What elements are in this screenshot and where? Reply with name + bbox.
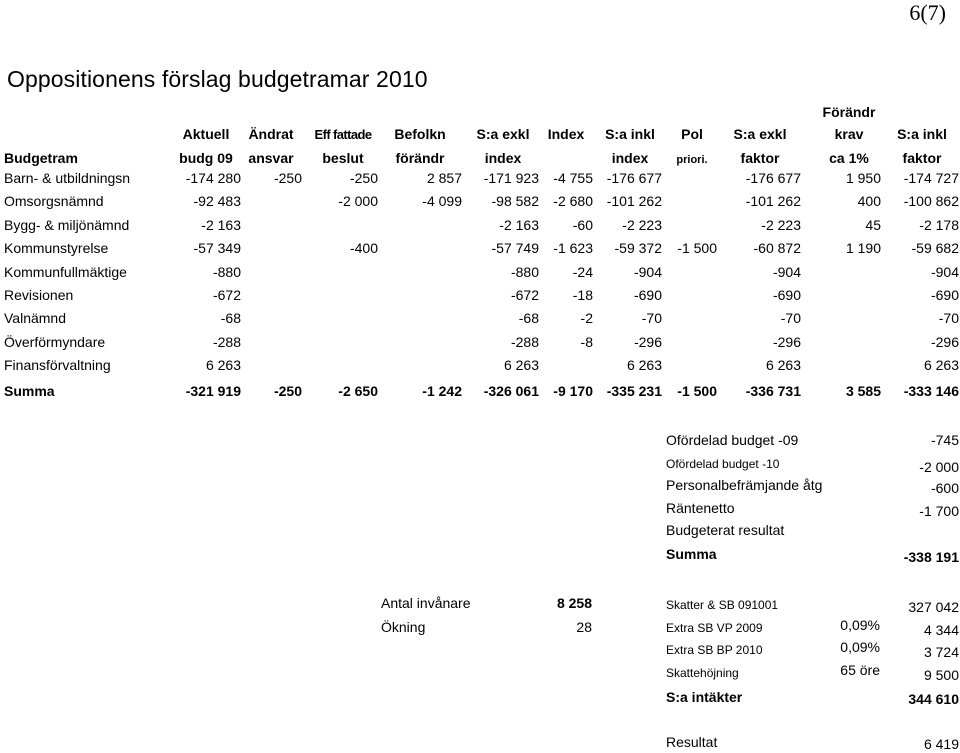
table-cell: -4 099 — [422, 193, 462, 209]
budget-summary-label: Summa — [666, 546, 717, 562]
table-cell: -174 280 — [185, 170, 241, 186]
income-value: 4 344 — [923, 622, 959, 638]
summa-cell: -333 146 — [903, 383, 959, 399]
row-label: Bygg- & miljönämnd — [4, 217, 130, 233]
table-cell: -690 — [633, 287, 662, 303]
table-cell: -2 223 — [622, 217, 662, 233]
table-cell: -2 163 — [499, 217, 539, 233]
budget-summary-value: -1 700 — [919, 503, 959, 519]
column-header: budg 09 — [179, 150, 233, 166]
column-header: Befolkn — [394, 126, 446, 142]
row-label: Barn- & utbildningsn — [4, 170, 131, 186]
column-header: Förändr — [822, 104, 876, 120]
income-label: S:a intäkter — [666, 689, 743, 705]
budget-summary-label: Personalbefrämjande åtg — [666, 477, 823, 493]
row-label: Omsorgsnämnd — [4, 193, 104, 209]
income-pct: 65 öre — [840, 662, 880, 678]
summa-cell: -336 731 — [745, 383, 801, 399]
table-cell: -2 178 — [919, 217, 959, 233]
table-cell: 6 263 — [765, 357, 801, 373]
column-header: Aktuell — [182, 126, 230, 142]
population-label: Ökning — [381, 619, 426, 635]
table-cell: -288 — [212, 334, 241, 350]
income-value: 327 042 — [908, 599, 959, 615]
table-cell: -68 — [220, 310, 241, 326]
table-cell: -400 — [349, 240, 378, 256]
table-cell: -57 349 — [193, 240, 241, 256]
table-cell: -296 — [930, 334, 959, 350]
table-cell: -2 680 — [553, 193, 593, 209]
table-cell: -92 483 — [193, 193, 241, 209]
table-cell: -690 — [930, 287, 959, 303]
column-header: förändr — [395, 150, 445, 166]
column-header: priori. — [676, 154, 708, 166]
page-number: 6(7) — [909, 0, 946, 25]
table-cell: -1 623 — [553, 240, 593, 256]
budget-summary-label: Ofördelad budget -10 — [666, 457, 780, 471]
income-value: 344 610 — [908, 691, 959, 707]
table-cell: -880 — [212, 264, 241, 280]
table-cell: 6 263 — [626, 357, 662, 373]
table-cell: -57 749 — [491, 240, 539, 256]
table-cell: -8 — [580, 334, 593, 350]
table-cell: -250 — [273, 170, 302, 186]
income-value: 9 500 — [923, 667, 959, 683]
row-label: Revisionen — [4, 287, 74, 303]
table-cell: -100 862 — [903, 193, 959, 209]
budget-summary-value: -338 191 — [903, 549, 959, 565]
result-value: 6 419 — [923, 736, 959, 752]
budget-summary-value: -600 — [930, 480, 959, 496]
table-cell: -2 000 — [338, 193, 378, 209]
income-label: Skattehöjning — [666, 666, 739, 680]
table-cell: -70 — [938, 310, 959, 326]
table-cell: -59 682 — [911, 240, 959, 256]
column-header: krav — [834, 126, 864, 142]
income-pct: 0,09% — [840, 639, 880, 655]
summa-cell: -326 061 — [483, 383, 539, 399]
summa-label: Summa — [4, 383, 55, 399]
row-label: Kommunfullmäktige — [4, 264, 127, 280]
table-cell: -4 755 — [553, 170, 593, 186]
table-cell: -2 163 — [201, 217, 241, 233]
table-cell: -1 500 — [677, 240, 717, 256]
column-header: ca 1% — [829, 150, 869, 166]
table-cell: -176 677 — [745, 170, 801, 186]
table-cell: -904 — [633, 264, 662, 280]
column-header: Eff fattade — [314, 127, 372, 142]
income-pct: 0,09% — [840, 617, 880, 633]
column-header: index — [484, 150, 522, 166]
column-header: Ändrat — [248, 126, 294, 142]
table-cell: -98 582 — [491, 193, 539, 209]
summa-cell: 3 585 — [845, 383, 881, 399]
table-cell: -904 — [930, 264, 959, 280]
table-cell: 6 263 — [503, 357, 539, 373]
table-cell: -296 — [633, 334, 662, 350]
result-label: Resultat — [666, 734, 718, 750]
table-cell: -101 262 — [606, 193, 662, 209]
table-cell: 2 857 — [426, 170, 462, 186]
table-cell: 400 — [857, 193, 881, 209]
row-label: Valnämnd — [4, 310, 67, 326]
table-cell: -101 262 — [745, 193, 801, 209]
table-cell: -880 — [510, 264, 539, 280]
row-label: Kommunstyrelse — [4, 240, 109, 256]
table-cell: -904 — [772, 264, 801, 280]
budget-summary-value: -2 000 — [919, 459, 959, 475]
table-cell: -60 — [572, 217, 593, 233]
table-cell: -24 — [572, 264, 593, 280]
budget-summary-label: Budgeterat resultat — [666, 522, 785, 538]
column-header: beslut — [322, 150, 364, 166]
table-cell: -171 923 — [483, 170, 539, 186]
budget-summary-label: Räntenetto — [666, 500, 735, 516]
table-cell: 45 — [865, 217, 881, 233]
summa-cell: -335 231 — [606, 383, 662, 399]
table-cell: -296 — [772, 334, 801, 350]
column-header: S:a inkl — [605, 126, 655, 142]
summa-cell: -250 — [273, 383, 302, 399]
table-cell: -672 — [212, 287, 241, 303]
page-title: Oppositionens förslag budgetramar 2010 — [7, 66, 428, 92]
table-cell: -70 — [780, 310, 801, 326]
row-label: Överförmyndare — [4, 334, 106, 350]
column-header: faktor — [740, 150, 780, 166]
table-cell: -59 372 — [614, 240, 662, 256]
table-cell: -176 677 — [606, 170, 662, 186]
table-cell: -70 — [641, 310, 662, 326]
budget-summary-label: Ofördelad budget -09 — [666, 432, 799, 448]
summa-cell: -1 500 — [677, 383, 717, 399]
population-label: Antal invånare — [381, 595, 471, 611]
table-cell: -18 — [572, 287, 593, 303]
column-header: ansvar — [248, 150, 294, 166]
summa-cell: -1 242 — [422, 383, 462, 399]
table-cell: -174 727 — [903, 170, 959, 186]
table-cell: 1 190 — [845, 240, 881, 256]
summa-cell: -2 650 — [338, 383, 378, 399]
income-label: Extra SB BP 2010 — [666, 643, 763, 657]
table-cell: 1 950 — [845, 170, 881, 186]
summa-cell: -321 919 — [185, 383, 241, 399]
table-cell: -288 — [510, 334, 539, 350]
column-header: index — [611, 150, 649, 166]
population-value: 28 — [576, 619, 592, 635]
table-cell: -60 872 — [753, 240, 801, 256]
population-value: 8 258 — [556, 595, 592, 611]
column-header: Pol — [681, 126, 703, 142]
budget-summary-value: -745 — [930, 432, 959, 448]
column-header: Index — [547, 126, 585, 142]
table-cell: -250 — [349, 170, 378, 186]
income-label: Skatter & SB 091001 — [666, 598, 779, 612]
table-cell: -2 223 — [761, 217, 801, 233]
table-cell: -2 — [580, 310, 593, 326]
row-label: Finansförvaltning — [4, 357, 111, 373]
column-header: S:a inkl — [897, 126, 947, 142]
summa-cell: -9 170 — [553, 383, 593, 399]
income-label: Extra SB VP 2009 — [666, 621, 763, 635]
table-cell: -68 — [518, 310, 539, 326]
column-header: S:a exkl — [733, 126, 787, 142]
column-header: faktor — [902, 150, 942, 166]
table-cell: -672 — [510, 287, 539, 303]
table-cell: 6 263 — [205, 357, 241, 373]
table-cell: 6 263 — [923, 357, 959, 373]
header-budgetram: Budgetram — [4, 150, 78, 166]
table-cell: -690 — [772, 287, 801, 303]
column-header: S:a exkl — [476, 126, 530, 142]
income-value: 3 724 — [923, 644, 959, 660]
